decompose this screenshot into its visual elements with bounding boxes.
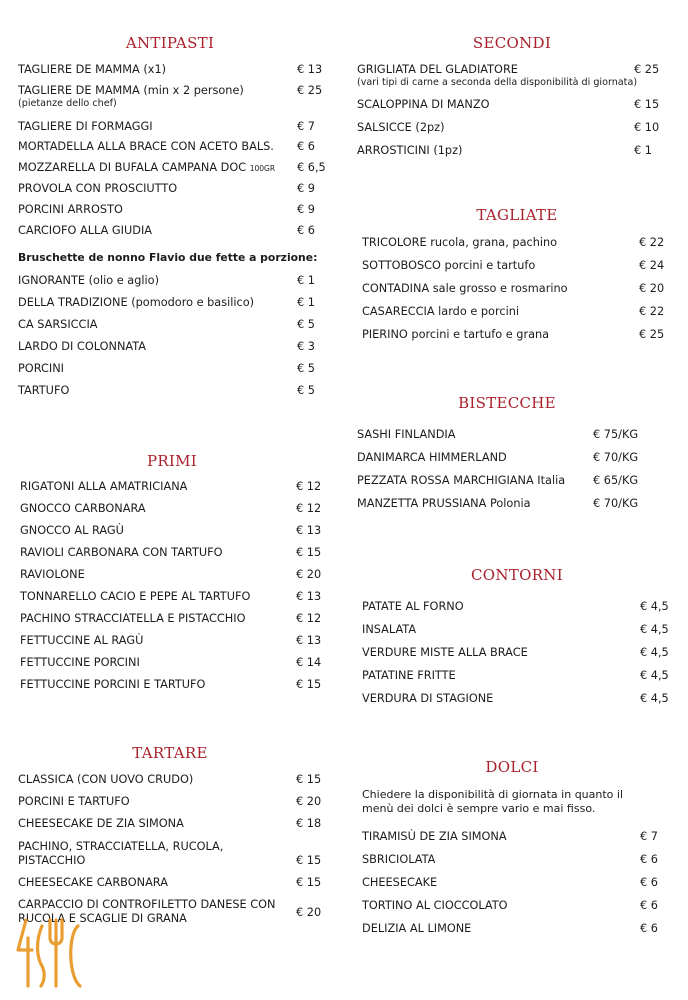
primi-section: PRIMI RIGATONI ALLA AMATRICIANA € 12 GNOCCO CARBONARA € 12 GNOCCO AL RAGÙ € 13 RAVIOLI CARBONARA CON TARTUFO € 15 RAVIOLONE € 20 TONNARELLO CACIO E PEPE AL TARTUFO € 13 PACHINO STRACCIATELLA E PISTACCHIO € 12 FETTUCCINE AL RAGÙ € 13 FETTUCCINE PORCINI € 14 FETTUCCINE PORCINI E TARTUFO € 15 <box>20 452 324 697</box>
tartare-section: TARTARE CLASSICA (CON UOVO CRUDO) € 15 PORCINI E TARTUFO € 20 CHEESECAKE DE ZIA SIMONA € 18 PACHINO, STRACCIATELLA, RUCOLA, PISTACCHIO € 15 CHEESECAKE CARBONARA € 15 CARPACCIO DI CONTROFILETTO DANESE CON RUCOLA E SCAGLIE DI GRANA € 20 <box>18 744 322 925</box>
contorni-section: CONTORNI PATATE AL FORNO € 4,5 INSALATA € 4,5 VERDURE MISTE ALLA BRACE € 4,5 PATATINE FRITTE € 4,5 VERDURA DI STAGIONE € 4,5 <box>362 566 672 706</box>
tagliate-section: TAGLIATE TRICOLORE rucola, grana, pachino € 22 SOTTOBOSCO porcini e tartufo € 24 CONTADINA sale grosso e rosmarino € 20 CASARECCIA lardo e porcini € 22 PIERINO porcini e tartufo e grana € 25 <box>362 206 672 346</box>
section-title: TAGLIATE <box>476 206 558 224</box>
section-title: BISTECCHE <box>458 394 556 412</box>
dolci-section: DOLCI Chiedere la disponibilità di giornata in quanto il menù dei dolci è sempre vario e mai fisso. TIRAMISÙ DE ZIA SIMONA € 7 SBRICIOLATA € 6 CHEESECAKE € 6 TORTINO AL CIOCCOLATO € 6 DELIZIA AL LIMONE € 6 <box>362 758 662 948</box>
section-title: PRIMI <box>146 452 198 470</box>
section-title: SECONDI <box>472 34 552 52</box>
secondi-section: SECONDI GRIGLIATA DEL GLADIATORE (vari tipi di carne a seconda della disponibilità di giornata) € 25 SCALOPPINA DI MANZO € 15 SALSICCE (2pz) € 10 ARROSTICINI (1pz) € 1 <box>357 34 667 164</box>
bruschette-heading: Bruschette de nonno Flavio due fette a porzione: <box>18 251 318 264</box>
dolci-intro: Chiedere la disponibilità di giornata in quanto il menù dei dolci è sempre vario e mai fisso. <box>362 788 624 815</box>
section-title: CONTORNI <box>471 566 563 584</box>
antipasti-section: ANTIPASTI TAGLIERE DE MAMMA (x1) € 13 TAGLIERE DE MAMMA (min x 2 persone) (pietanze dello chef) € 25 TAGLIERE DI FORMAGGI € 7 MORTADELLA ALLA BRACE CON ACETO BALS. € 6 MOZZARELLA DI BUFALA CAMPANA DOC 100GR € 6,5 PROVOLA CON PROSCIUTTO € 9 PORCINI ARROSTO € 9 CARCIOFO ALLA GIUDIA € 6 Bruschette de nonno Flavio due fette a porzione: IGNORANTE (olio e aglio) € 1 DELLA TRADIZIONE (pomodoro e basilico) € 1 CA SARSICCIA € 5 LARDO DI COLONNATA € 3 PORCINI € 5 TARTUFO € 5 <box>18 34 326 397</box>
section-title: TARTARE <box>132 744 208 762</box>
section-title: ANTIPASTI <box>125 34 215 52</box>
restaurant-logo-icon <box>14 916 84 992</box>
bistecche-section: BISTECCHE SASHI FINLANDIA € 75/KG DANIMARCA HIMMERLAND € 70/KG PEZZATA ROSSA MARCHIGIANA Italia € 65/KG MANZETTA PRUSSIANA Polonia € 70/KG <box>357 394 657 514</box>
section-title: DOLCI <box>485 758 539 776</box>
